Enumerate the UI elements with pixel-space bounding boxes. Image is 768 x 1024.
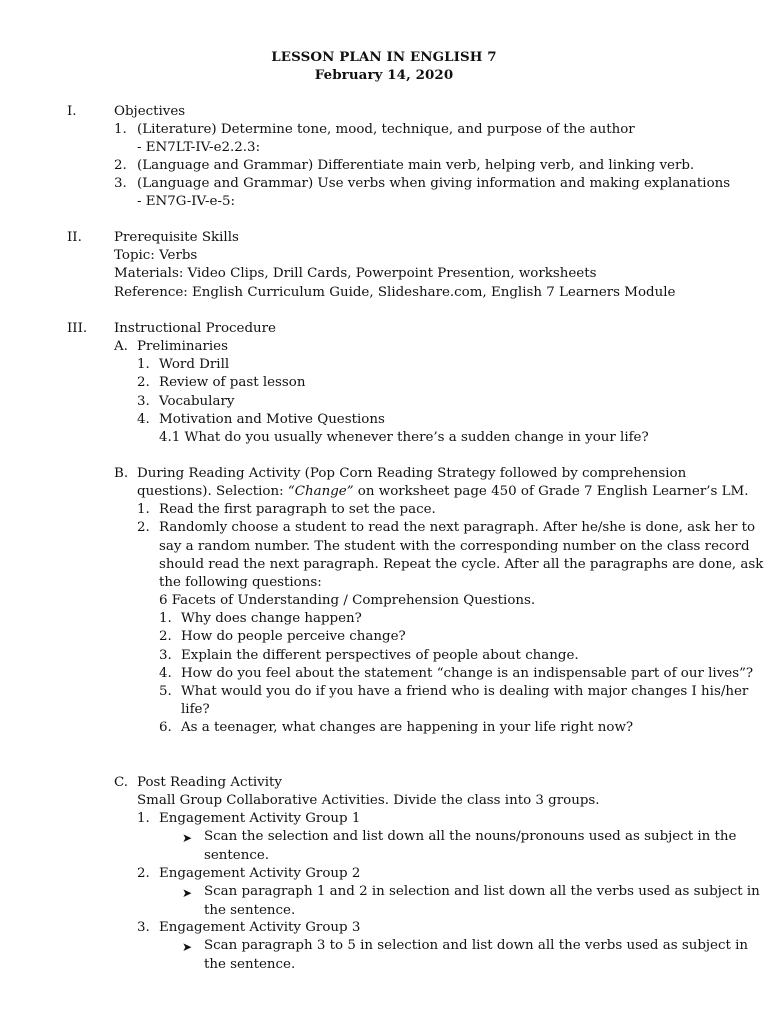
question-2-number: 2. [159,629,172,644]
motive-question: 4.1 What do you usually whenever there’s a sudden change in your life? [159,430,649,445]
reading-step-1-text: Read the first paragraph to set the pace. [159,502,436,517]
objective-1-number: 1. [114,122,127,137]
preliminary-1-text: Word Drill [159,357,230,372]
group-3-task-line-1: Scan paragraph 3 to 5 in selection and list down all the verbs used as subject in [204,938,749,953]
group-2-task-line-1: Scan paragraph 1 and 2 in selection and list down all the verbs used as subject in [204,884,760,899]
preliminary-4-text: Motivation and Motive Questions [159,412,385,427]
section-2-heading: Prerequisite Skills [114,230,239,245]
reference-line: Reference: English Curriculum Guide, Slideshare.com, English 7 Learners Module [114,285,676,300]
preliminary-1-number: 1. [137,357,150,372]
question-6-text: As a teenager, what changes are happening in your life right now? [181,720,634,735]
group-2-task-line-2: the sentence. [204,903,296,918]
section-2-numeral: II. [67,230,82,245]
question-5-line-2: life? [181,702,210,717]
arrow-bullet-icon: ➤ [182,886,193,900]
reading-step-2-line-1: Randomly choose a student to read the next paragraph. After he/she is done, ask her to [159,520,756,535]
objective-1-code: - EN7LT-IV-e2.2.3: [137,140,261,155]
part-c-intro: Small Group Collaborative Activities. Divide the class into 3 groups. [137,793,600,808]
part-b-letter: B. [114,466,129,481]
reading-step-2-line-4: the following questions: [159,575,322,590]
objective-3-code: - EN7G-IV-e-5: [137,194,235,209]
section-1-numeral: I. [67,104,77,119]
question-3-number: 3. [159,648,172,663]
group-1-title: Engagement Activity Group 1 [159,811,361,826]
arrow-bullet-icon: ➤ [182,940,193,954]
objective-2-text: (Language and Grammar) Differentiate main verb, helping verb, and linking verb. [137,158,695,173]
materials-line: Materials: Video Clips, Drill Cards, Powerpoint Presention, worksheets [114,266,597,281]
reading-step-2-line-2: say a random number. The student with the corresponding number on the class record [159,539,750,554]
question-6-number: 6. [159,720,172,735]
group-3-number: 3. [137,920,150,935]
document-date: February 14, 2020 [314,67,454,83]
part-c-letter: C. [114,775,129,790]
objective-3-number: 3. [114,176,127,191]
question-3-text: Explain the different perspectives of people about change. [181,648,579,663]
question-2-text: How do people perceive change? [181,629,406,644]
preliminary-3-text: Vocabulary [159,394,235,409]
objective-2-number: 2. [114,158,127,173]
selection-prefix: questions). Selection: [137,484,288,499]
reading-step-2-number: 2. [137,520,150,535]
group-2-title: Engagement Activity Group 2 [159,866,361,881]
section-3-numeral: III. [67,321,88,336]
reading-step-2-line-3: should read the next paragraph. Repeat the cycle. After all the paragraphs are done, ask [159,557,764,572]
selection-suffix: on worksheet page 450 of Grade 7 English Learner’s LM. [353,484,749,499]
group-2-number: 2. [137,866,150,881]
objective-1-text: (Literature) Determine tone, mood, technique, and purpose of the author [137,122,635,137]
topic-line: Topic: Verbs [114,248,198,263]
question-4-text: How do you feel about the statement “change is an indispensable part of our lives”? [181,666,754,681]
section-1-heading: Objectives [114,104,186,119]
part-b-selection-line [137,483,748,501]
arrow-bullet-icon: ➤ [182,831,193,845]
question-1-text: Why does change happen? [181,611,362,626]
preliminary-2-text: Review of past lesson [159,375,306,390]
preliminary-4-number: 4. [137,412,150,427]
question-5-number: 5. [159,684,172,699]
group-3-task-line-2: the sentence. [204,957,296,972]
question-5-line-1: What would you do if you have a friend who is dealing with major changes I his/her [181,684,749,699]
preliminary-2-number: 2. [137,375,150,390]
part-b-heading: During Reading Activity (Pop Corn Reading Strategy followed by comprehension [137,466,687,481]
objective-3-text: (Language and Grammar) Use verbs when giving information and making explanations [137,176,731,191]
preliminary-3-number: 3. [137,394,150,409]
section-3-heading: Instructional Procedure [114,321,276,336]
part-c-heading: Post Reading Activity [137,775,282,790]
part-a-heading: Preliminaries [137,339,228,354]
selection-title: “Change” [287,484,354,499]
reading-step-1-number: 1. [137,502,150,517]
group-1-task-line-1: Scan the selection and list down all the nouns/pronouns used as subject in the [204,829,737,844]
facets-heading: 6 Facets of Understanding / Comprehension Questions. [159,593,536,608]
part-a-letter: A. [114,339,128,354]
question-1-number: 1. [159,611,172,626]
document-title: LESSON PLAN IN ENGLISH 7 [271,49,497,65]
question-4-number: 4. [159,666,172,681]
group-3-title: Engagement Activity Group 3 [159,920,361,935]
group-1-task-line-2: sentence. [204,848,270,863]
group-1-number: 1. [137,811,150,826]
